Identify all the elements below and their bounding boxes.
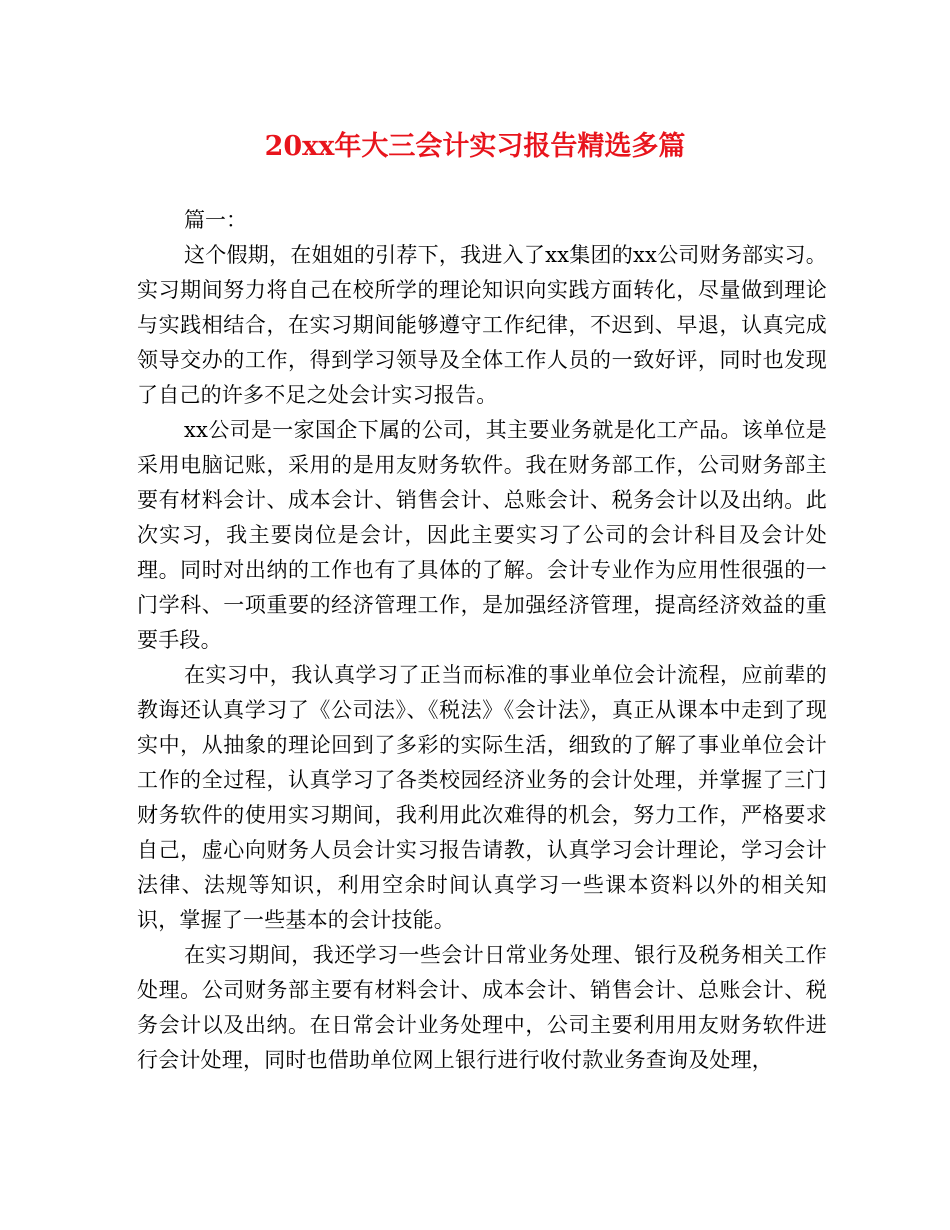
document-title: 20xx年大三会计实习报告精选多篇 — [264, 131, 686, 162]
paragraph-2: xx公司是一家国企下属的公司，其主要业务就是化工产品。该单位是采用电脑记账，采用的是用友财务软件。我在财务部工作，公司财务部主要有材料会计、成本会计、销售会计、总账会计、税务会计以及出纳。此次实习，我主要岗位是会计，因此主要实习了公司的会计科目及会计处理。同时对出纳的工作也有了具体的了解。会计专业作为应用性很强的一门学科、一项重要的经济管理工作，是加强经济管理，提高经济效益的重要手段。 — [137, 418, 827, 652]
paragraph-1: 这个假期，在姐姐的引荐下，我进入了xx集团的xx公司财务部实习。实习期间努力将自己在校所学的理论知识向实践方面转化，尽量做到理论与实践相结合，在实习期间能够遵守工作纪律，不迟到、早退，认真完成领导交办的工作，得到学习领导及全体工作人员的一致好评，同时也发现了自己的许多不足之处会计实习报告。 — [137, 243, 827, 407]
section-heading: 篇一： — [184, 208, 247, 232]
paragraph-3: 在实习中，我认真学习了正当而标准的事业单位会计流程，应前辈的教诲还认真学习了《公司法》、《税法》《会计法》，真正从课本中走到了现实中，从抽象的理论回到了多彩的实际生活，细致的了解了事业单位会计工作的全过程，认真学习了各类校园经济业务的会计处理，并掌握了三门财务软件的使用实习期间，我利用此次难得的机会，努力工作，严格要求自己，虚心向财务人员会计实习报告请教，认真学习会计理论，学习会计法律、法规等知识，利用空余时间认真学习一些课本资料以外的相关知识，掌握了一些基本的会计技能。 — [137, 663, 827, 932]
document-body — [137, 203, 827, 1078]
paragraph-4: 在实习期间，我还学习一些会计日常业务处理、银行及税务相关工作处理。公司财务部主要有材料会计、成本会计、销售会计、总账会计、税务会计以及出纳。在日常会计业务处理中，公司主要利用用友财务软件进行会计处理，同时也借助单位网上银行进行收付款业务查询及处理， — [137, 943, 827, 1072]
